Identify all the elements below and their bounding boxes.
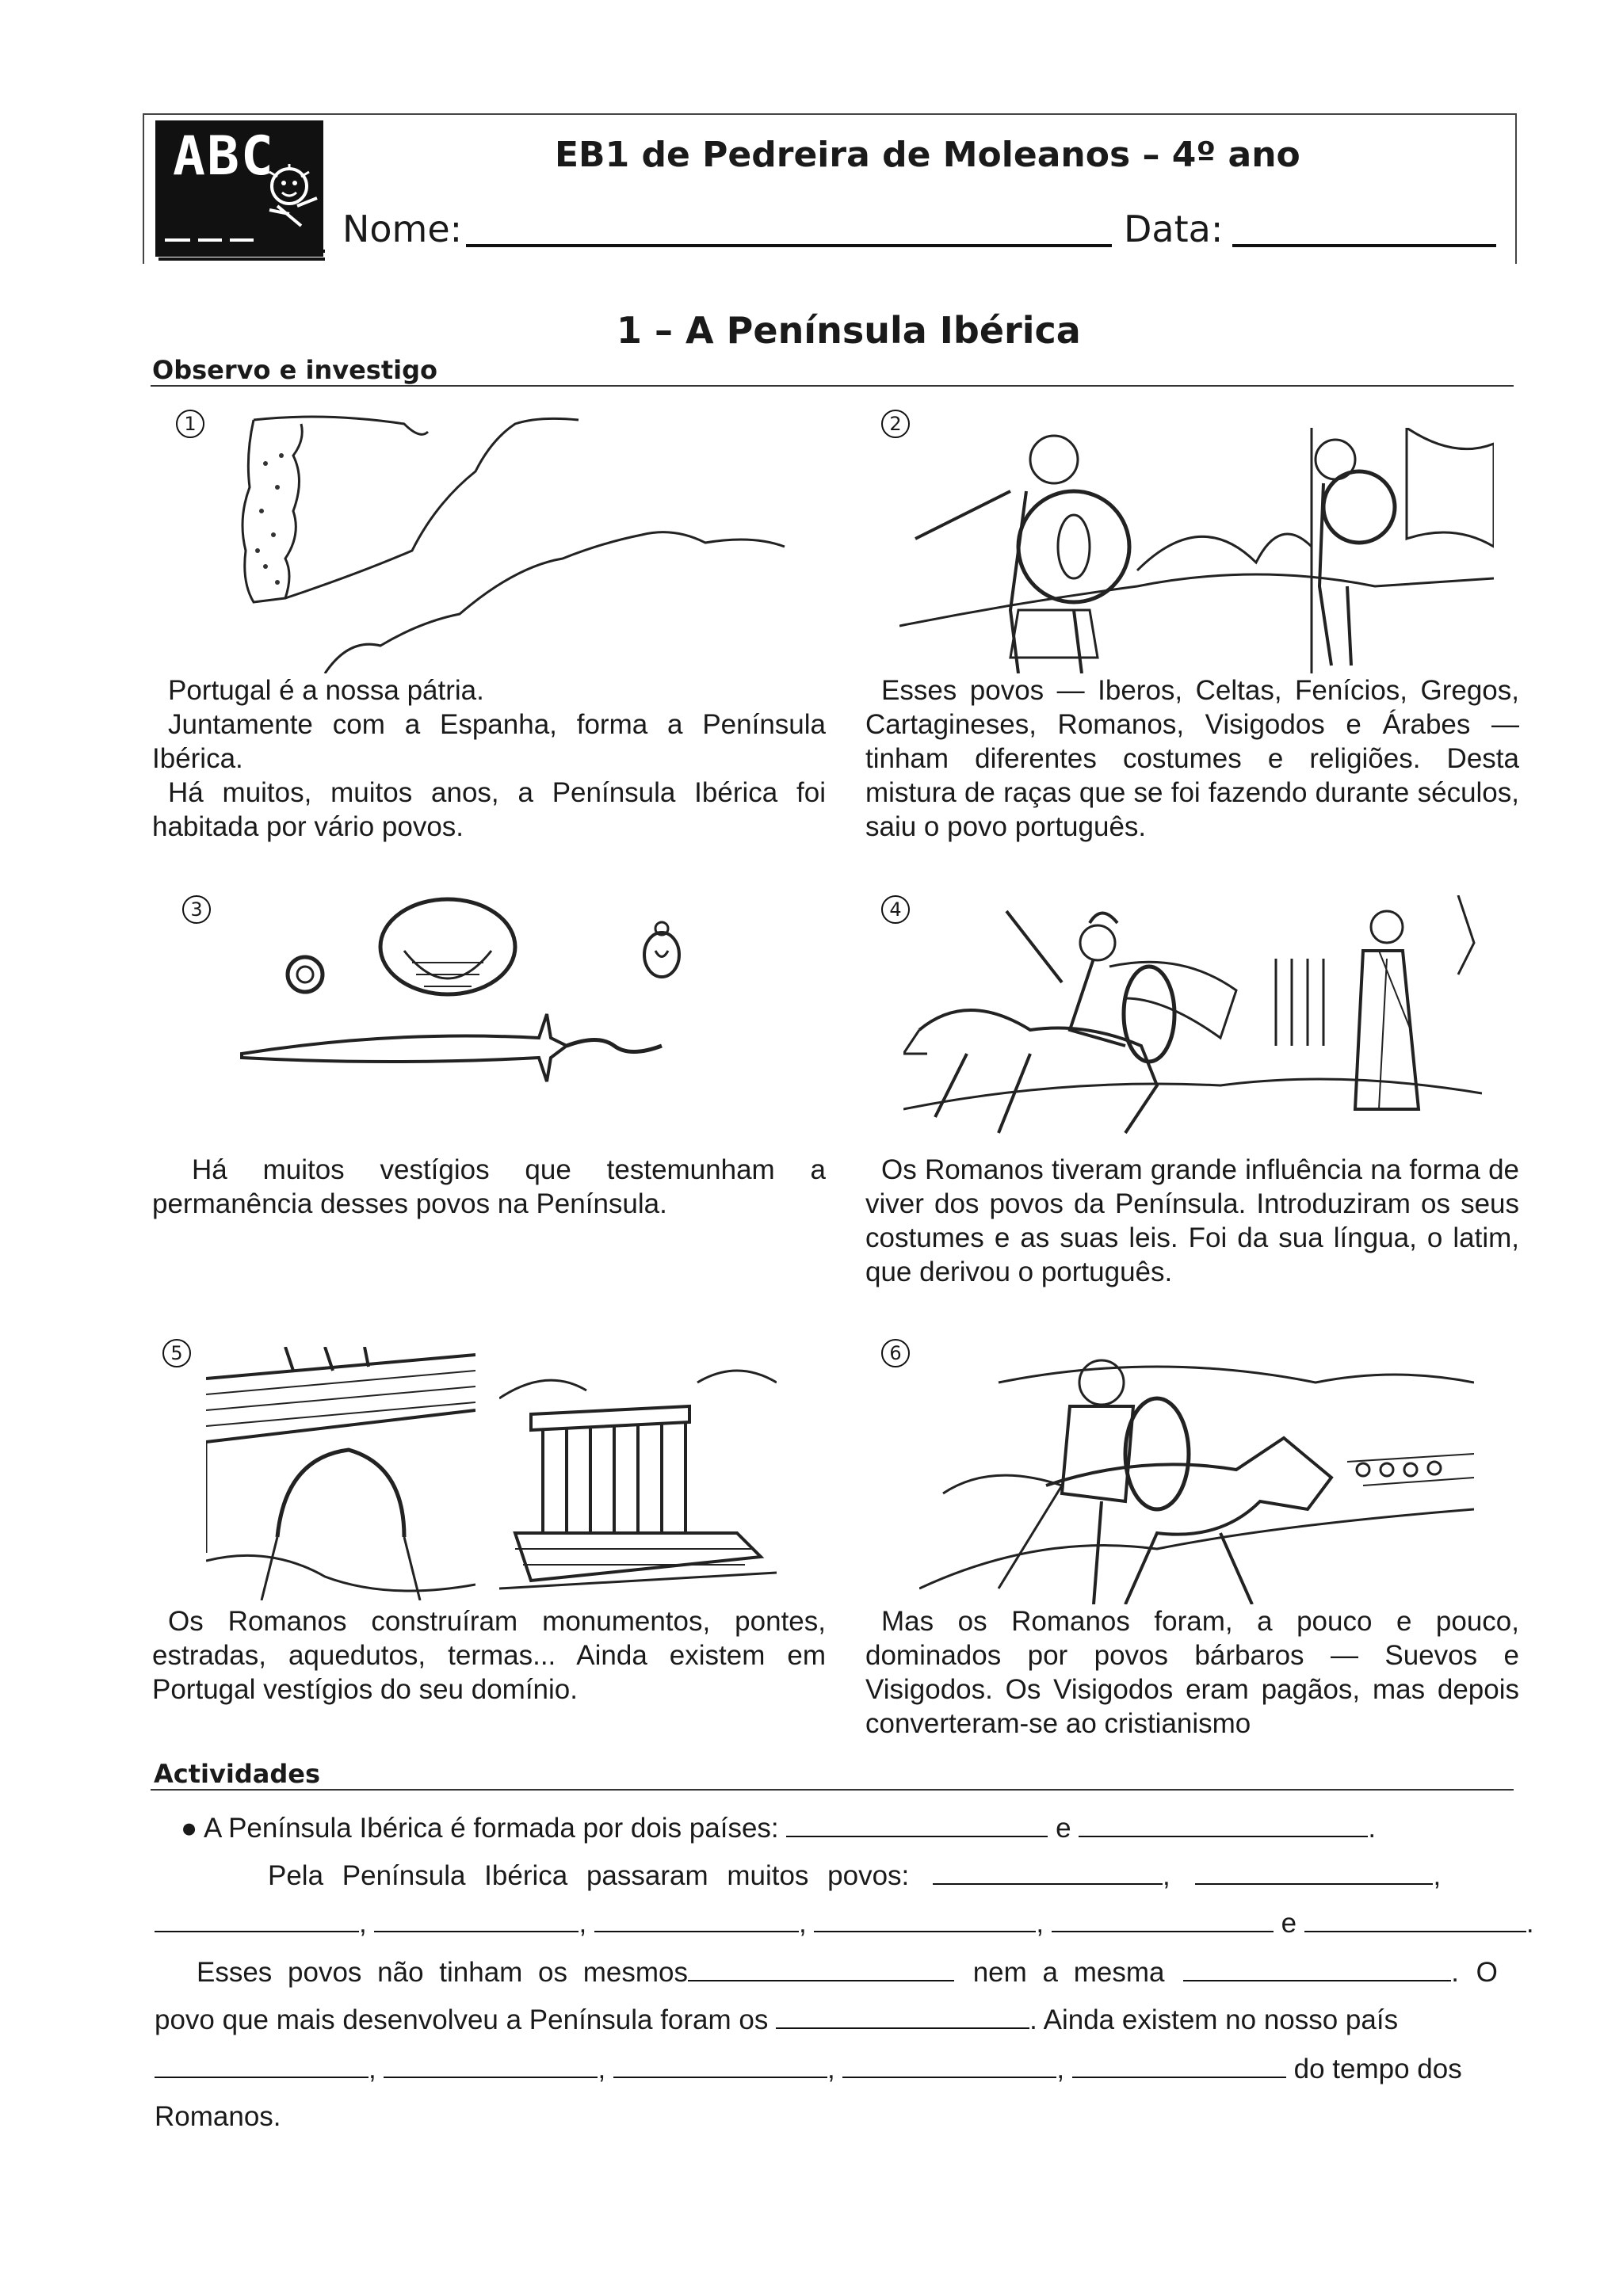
- activity-line-6: , , , , do tempo dos: [155, 2046, 1526, 2093]
- roman-soldier-illustration: [903, 895, 1482, 1157]
- panel-3-text: Há muitos vestígios que testemunham a permanência desses povos na Península.: [152, 1154, 826, 1219]
- roman-temple-illustration: [499, 1351, 777, 1604]
- panel-1-number: 1: [176, 406, 208, 437]
- blank-people-2[interactable]: [1195, 1859, 1433, 1885]
- blank-people-5[interactable]: [594, 1907, 799, 1932]
- blank-religion[interactable]: [1183, 1956, 1451, 1981]
- bullet-icon: ●: [181, 1813, 198, 1844]
- blank-remains-2[interactable]: [384, 2053, 598, 2078]
- blank-remains-1[interactable]: [155, 2053, 369, 2078]
- panel-5-number: 5: [162, 1335, 194, 1367]
- blank-country-2[interactable]: [1079, 1812, 1368, 1837]
- panel-1-text: Portugal é a nossa pátria. Juntamente com a Espanha, forma a Península Ibérica. Há muitos, muitos anos, a Península Ibérica foi habitada por vário povos.: [152, 675, 826, 842]
- blank-people-3[interactable]: [155, 1907, 359, 1932]
- blank-people-6[interactable]: [814, 1907, 1036, 1932]
- activity-line-5: povo que mais desenvolveu a Península foram os . Ainda existem no nosso país: [155, 2004, 1399, 2035]
- activity-line-1: ● A Península Ibérica é formada por dois países: e .: [181, 1813, 1377, 1844]
- name-label: Nome:: [342, 208, 463, 250]
- blank-remains-4[interactable]: [842, 2053, 1056, 2078]
- date-field[interactable]: [1232, 244, 1496, 247]
- logo-child-icon: [254, 162, 325, 242]
- blank-people-8[interactable]: [1304, 1907, 1526, 1932]
- blank-customs[interactable]: [688, 1956, 954, 1981]
- section-observe: Observo e investigo: [152, 355, 437, 385]
- activities-rule: [151, 1789, 1514, 1791]
- panel-2-text: Esses povos — Iberos, Celtas, Fenícios, Gregos, Cartagineses, Romanos, Visigodos e Árabes — tinham diferentes costumes e religiões. Desta mistura de raças que se foi fazendo durante séculos, saiu o povo português.: [865, 675, 1519, 842]
- logo-lines: [158, 234, 325, 265]
- panel-6-number: 6: [881, 1335, 913, 1367]
- activity-line-7: Romanos.: [155, 2101, 281, 2132]
- panel-3-number: 3: [182, 891, 214, 923]
- ancient-warriors-illustration: [899, 428, 1494, 673]
- activity-line-2: Pela Península Ibérica passaram muitos povos: , ,: [268, 1860, 1442, 1891]
- visigoth-rider-illustration: [919, 1351, 1474, 1604]
- activity-line-3: , , , , e .: [155, 1900, 1526, 1947]
- artifacts-illustration: [234, 887, 678, 1093]
- name-field[interactable]: [466, 244, 1112, 247]
- panel-5-text: Os Romanos construíram monumentos, pontes, estradas, aquedutos, termas... Ainda existem em Portugal vestígios do seu domínio.: [152, 1606, 826, 1705]
- blank-romans[interactable]: [776, 2004, 1029, 2029]
- blank-country-1[interactable]: [786, 1812, 1048, 1837]
- blank-people-1[interactable]: [933, 1859, 1163, 1885]
- blank-remains-3[interactable]: [613, 2053, 827, 2078]
- blank-people-4[interactable]: [374, 1907, 579, 1932]
- section-activities: Actividades: [154, 1759, 320, 1789]
- roman-bridge-illustration: [206, 1347, 475, 1600]
- date-label: Data:: [1124, 208, 1224, 250]
- school-title: EB1 de Pedreira de Moleanos – 4º ano: [555, 135, 1300, 175]
- panel-6-text: Mas os Romanos foram, a pouco e pouco, dominados por povos bárbaros — Suevos e Visigodos. Os Visigodos eram pagãos, mas depois converteram-se ao cristianismo: [865, 1606, 1519, 1739]
- panel-4-number: 4: [881, 891, 913, 923]
- panel-2-number: 2: [881, 406, 913, 437]
- page-title: 1 – A Península Ibérica: [617, 309, 1081, 352]
- blank-remains-5[interactable]: [1072, 2053, 1286, 2078]
- activity-line-4: Esses povos não tinham os mesmos nem a mesma . O: [197, 1957, 1498, 1988]
- iberian-peninsula-map-illustration: [230, 408, 848, 673]
- pendant-artifact-illustration: [638, 919, 685, 982]
- blank-people-7[interactable]: [1052, 1907, 1274, 1932]
- panel-4-text: Os Romanos tiveram grande influência na forma de viver dos povos da Península. Introduziram os seus costumes e as suas leis. Foi da sua língua, o latim, que derivou o português.: [865, 1154, 1519, 1287]
- section-rule: [151, 385, 1514, 387]
- logo-text: ABC: [173, 125, 275, 188]
